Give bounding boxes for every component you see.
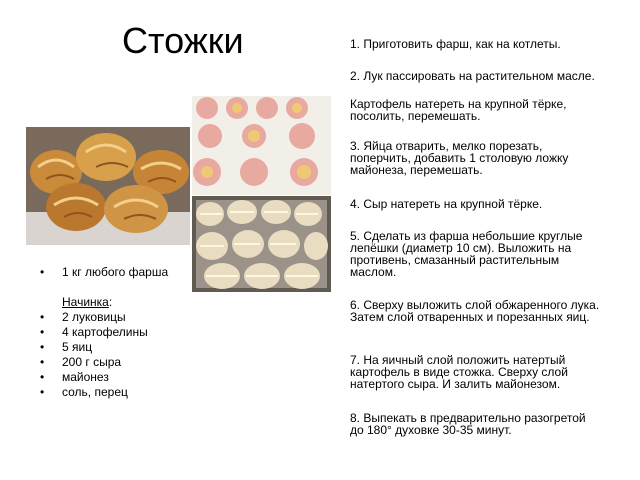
- step-7: 7. На яичный слой положить натертый картофель в виде стожка. Сверху слой натертого сыра. И залить майонезом.: [350, 353, 568, 391]
- ingredient-item: • майонез: [40, 370, 200, 385]
- step-6: 6. Сверху выложить слой обжаренного лука. Затем слой отваренных и порезанных яиц.: [350, 298, 600, 324]
- filling-colon: :: [108, 295, 113, 309]
- ingredient-item: • 4 картофелины: [40, 325, 200, 340]
- ingredient-main: • 1 кг любого фарша: [40, 265, 200, 280]
- step-2-continued: Картофель натереть на крупной тёрке, посолить, перемешать.: [350, 97, 567, 123]
- step-1: 1. Приготовить фарш, как на котлеты.: [350, 37, 561, 51]
- ingredient-item: • 200 г сыра: [40, 355, 200, 370]
- ingredient-item: • 2 луковицы: [40, 310, 200, 325]
- step-3: 3. Яйца отварить, мелко порезать, поперчить, добавить 1 столовую ложку майонеза, перемешать.: [350, 139, 569, 177]
- step-2: 2. Лук пассировать на растительном масле.: [350, 69, 595, 83]
- filling-heading: [40, 295, 200, 310]
- ingredient-item: • соль, перец: [40, 385, 200, 400]
- step-5: 5. Сделать из фарша небольшие круглые лепёшки (диаметр 10 см). Выложить на противень, смазанный растительным маслом.: [350, 229, 583, 279]
- step-4: 4. Сыр натереть на крупной тёрке.: [350, 197, 543, 211]
- step-8: 8. Выпекать в предварительно разогретой до 180° духовке 30-35 минут.: [350, 411, 586, 437]
- ingredient-item: • 5 яиц: [40, 340, 200, 355]
- ingredients-list: [40, 265, 200, 400]
- recipe-steps: [350, 37, 600, 437]
- assembled-stacks-photo: [192, 196, 331, 292]
- finished-dish-photo: [26, 127, 190, 245]
- raw-patties-photo: [192, 96, 331, 195]
- filling-label: Начинка: [62, 295, 109, 309]
- page-title: Стожки: [122, 20, 244, 61]
